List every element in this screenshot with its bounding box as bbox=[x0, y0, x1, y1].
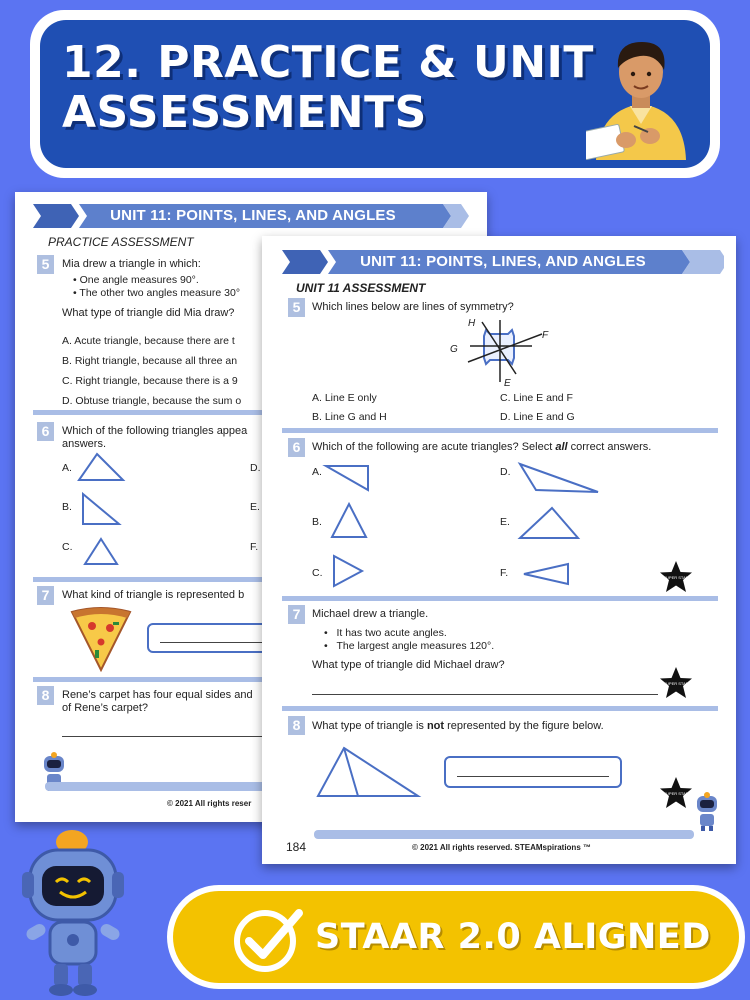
answer-line bbox=[457, 776, 609, 777]
question-6-label-d: D. bbox=[250, 462, 261, 474]
header-banner bbox=[30, 10, 720, 178]
question-5-option-c: C. Right triangle, because there is a 9 bbox=[62, 375, 238, 387]
triangle-shape-c bbox=[81, 536, 121, 568]
question-6-text-line-1: Which of the following triangles appea bbox=[62, 425, 248, 437]
question-number-5: 5 bbox=[37, 255, 54, 274]
banner-title: 12. PRACTICE & UNIT ASSESSMENTS bbox=[62, 37, 594, 138]
question-6-label-b: B. bbox=[312, 516, 322, 528]
divider bbox=[282, 428, 718, 433]
question-6-label-f: F. bbox=[250, 541, 259, 553]
copyright: © 2021 All rights reser bbox=[167, 799, 252, 808]
question-number-7: 7 bbox=[37, 586, 54, 605]
question-5-text: Mia drew a triangle in which: bbox=[62, 258, 201, 270]
unit-assessment-page bbox=[262, 236, 736, 864]
question-8-text-line-1: Rene’s carpet has four equal sides and bbox=[62, 689, 253, 701]
question-6-label-b: B. bbox=[62, 501, 72, 513]
line-label-f: F bbox=[542, 330, 549, 341]
copyright: © 2021 All rights reserved. STEAMspirations ™ bbox=[412, 843, 591, 852]
question-5-option-d: D. Obtuse triangle, because the sum o bbox=[62, 395, 242, 407]
page-number: 184 bbox=[286, 840, 307, 854]
robot-mascot-icon bbox=[10, 828, 140, 998]
triangle-shape-b bbox=[77, 490, 123, 530]
question-5-bullet-2: • The other two angles measure 30° bbox=[73, 287, 241, 299]
line-label-g: G bbox=[450, 344, 458, 355]
section-title: UNIT 11 ASSESSMENT bbox=[296, 281, 426, 295]
badge-text: STAAR 2.0 ALIGNED bbox=[315, 917, 711, 957]
header-banner-inner bbox=[40, 20, 710, 168]
answer-box[interactable] bbox=[444, 756, 622, 788]
question-5-option-d: D. Line E and G bbox=[500, 411, 575, 423]
question-6-label-f: F. bbox=[500, 567, 509, 579]
check-circle-icon bbox=[229, 901, 305, 977]
question-6-label-c: C. bbox=[62, 541, 73, 553]
triangle-figure bbox=[314, 744, 424, 800]
question-6-label-c: C. bbox=[312, 567, 323, 579]
question-6-text-line-2: answers. bbox=[62, 438, 107, 450]
question-8-text-line-2: of Rene’s carpet? bbox=[62, 702, 149, 714]
question-number-8: 8 bbox=[37, 686, 54, 705]
triangle-shape-a bbox=[322, 462, 372, 494]
question-7-text: What kind of triangle is represented b bbox=[62, 589, 245, 601]
question-number-5: 5 bbox=[288, 298, 305, 317]
triangle-shape-e bbox=[516, 504, 582, 542]
line-label-h: H bbox=[468, 318, 476, 329]
question-5-option-a: A. Line E only bbox=[312, 392, 377, 404]
question-5-option-a: A. Acute triangle, because there are t bbox=[62, 335, 235, 347]
question-8-text: What type of triangle is not represented by the figure below. bbox=[312, 720, 604, 732]
pizza-slice-icon bbox=[70, 606, 132, 672]
question-5-bullet-1: • One angle measures 90°. bbox=[73, 274, 199, 286]
question-5-option-b: B. Right triangle, because all three an bbox=[62, 355, 238, 367]
question-number-7: 7 bbox=[288, 605, 305, 624]
question-number-6: 6 bbox=[37, 422, 54, 441]
question-5-text: Which lines below are lines of symmetry? bbox=[312, 301, 514, 313]
section-title: PRACTICE ASSESSMENT bbox=[48, 235, 194, 249]
triangle-shape-b bbox=[328, 501, 370, 541]
super-star-icon bbox=[658, 560, 694, 594]
question-number-6: 6 bbox=[288, 438, 305, 457]
question-5-option-c: C. Line E and F bbox=[500, 392, 573, 404]
unit-title: UNIT 11: POINTS, LINES, AND ANGLES bbox=[110, 207, 396, 224]
triangle-shape-c bbox=[330, 552, 366, 590]
triangle-shape-d bbox=[516, 460, 606, 496]
question-6-label-e: E. bbox=[500, 516, 510, 528]
question-7-bullet-2: • The largest angle measures 120°. bbox=[324, 640, 495, 652]
symmetry-figure bbox=[442, 316, 552, 388]
staar-badge bbox=[167, 885, 745, 989]
question-6-label-a: A. bbox=[312, 466, 322, 478]
question-7-bullet-1: • It has two acute angles. bbox=[324, 627, 447, 639]
answer-line bbox=[312, 694, 658, 695]
question-6-label-e: E. bbox=[250, 501, 260, 513]
divider bbox=[282, 596, 718, 601]
question-7-prompt: What type of triangle did Michael draw? bbox=[312, 659, 505, 671]
question-5-option-b: B. Line G and H bbox=[312, 411, 387, 423]
triangle-shape-f bbox=[520, 560, 572, 588]
super-star-icon bbox=[658, 666, 694, 700]
question-6-text: Which of the following are acute triangles? Select all correct answers. bbox=[312, 441, 652, 453]
unit-title: UNIT 11: POINTS, LINES, AND ANGLES bbox=[360, 253, 646, 270]
question-number-8: 8 bbox=[288, 716, 305, 735]
staar-badge-inner bbox=[173, 891, 739, 983]
question-6-label-a: A. bbox=[62, 462, 72, 474]
divider bbox=[282, 706, 718, 711]
super-star-icon bbox=[658, 776, 694, 810]
svg-text:SUPER STAR: SUPER STAR bbox=[663, 681, 689, 686]
question-7-text: Michael drew a triangle. bbox=[312, 608, 429, 620]
robot-mascot-icon bbox=[692, 792, 722, 832]
footer-bar bbox=[314, 830, 694, 839]
answer-line bbox=[62, 736, 262, 737]
question-5-prompt: What type of triangle did Mia draw? bbox=[62, 307, 235, 319]
line-label-e: E bbox=[504, 378, 511, 388]
question-6-label-d: D. bbox=[500, 466, 511, 478]
triangle-shape-a bbox=[77, 450, 127, 486]
student-illustration bbox=[586, 32, 696, 160]
svg-text:SUPER STAR: SUPER STAR bbox=[663, 575, 689, 580]
svg-text:SUPER STAR: SUPER STAR bbox=[663, 791, 689, 796]
